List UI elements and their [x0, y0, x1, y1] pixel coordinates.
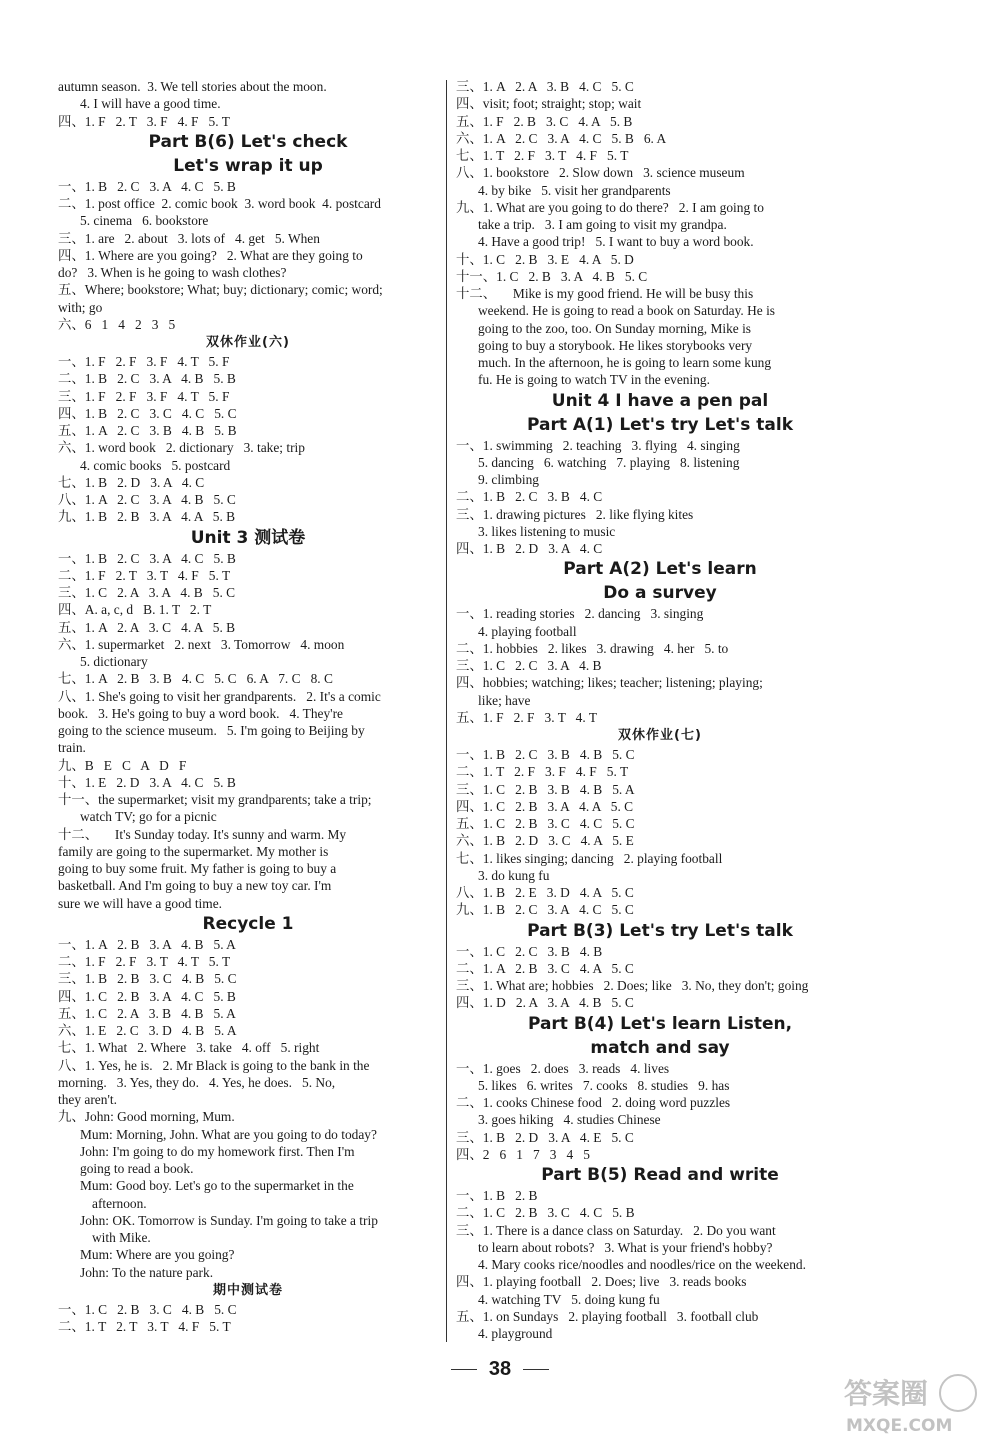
answer-line: 七、1. likes singing; dancing 2. playing football	[456, 850, 723, 866]
answer-line: 九、B E C A D F	[58, 757, 187, 773]
answer-line: 十二、 Mike is my good friend. He will be busy this	[456, 286, 754, 301]
answer-line: John: OK. Tomorrow is Sunday. I'm going to take a trip	[80, 1212, 378, 1228]
answer-line: 4. Have a good trip! 5. I want to buy a word book.	[478, 234, 754, 250]
answer-line: 4. playing football	[478, 623, 577, 639]
answer-line: going to read a book.	[80, 1161, 194, 1176]
answer-line: 六、1. B 2. D 3. C 4. A 5. E	[456, 833, 634, 849]
answer-line: 五、1. F 2. B 3. C 4. A 5. B	[456, 113, 633, 129]
answer-line: 八、1. A 2. C 3. A 4. B 5. C	[58, 492, 236, 507]
answer-line: 5. likes 6. writes 7. cooks 8. studies 9. has	[478, 1077, 730, 1093]
answer-line: 五、1. on Sundays 2. playing football 3. football club	[456, 1308, 759, 1324]
answer-line: 十二、 It's Sunday today. It's sunny and warm. My	[58, 826, 347, 842]
answer-line: 一、1. C 2. C 3. B 4. B	[456, 943, 603, 959]
page-number-dash-left	[451, 1369, 477, 1370]
answer-line: 二、1. T 2. F 3. F 4. F 5. T	[456, 764, 629, 780]
answer-line: 四、1. B 2. D 3. A 4. C	[456, 541, 603, 556]
answer-line: 9. climbing	[478, 472, 539, 487]
answer-line: 一、1. reading stories 2. dancing 3. singing	[456, 606, 704, 622]
answer-line: do? 3. When is he going to wash clothes?	[58, 265, 287, 280]
answer-line: Mum: Good boy. Let's go to the supermarket in the	[80, 1178, 354, 1194]
answer-line: 十、1. E 2. D 3. A 4. C 5. B	[58, 774, 236, 790]
answer-line: with Mike.	[92, 1230, 151, 1245]
section-heading: Part B(4) Let's learn Listen,	[527, 1013, 793, 1034]
right-answer-column	[456, 78, 864, 1342]
answer-line: 十、1. C 2. B 3. E 4. A 5. D	[456, 251, 634, 267]
watermark-url: MXQE.COM	[846, 1416, 953, 1436]
answer-line: weekend. He is going to read a book on Saturday. He is	[478, 303, 775, 319]
section-heading: Unit 3 测试卷	[190, 527, 306, 548]
answer-line: 一、1. F 2. F 3. F 4. T 5. F	[58, 354, 230, 369]
answer-line: 七、1. T 2. F 3. T 4. F 5. T	[456, 148, 629, 163]
answer-line: 六、1. word book 2. dictionary 3. take; trip	[58, 440, 305, 456]
answer-line: 十一、the supermarket; visit my grandparents; take a trip;	[58, 792, 372, 807]
answer-line: 八、1. She's going to visit her grandparents. 2. It's a comic	[58, 688, 381, 704]
answer-line: 九、1. B 2. C 3. A 4. C 5. C	[456, 902, 634, 918]
answer-line: 六、1. E 2. C 3. D 4. B 5. A	[58, 1023, 237, 1038]
answer-line: John: To the nature park.	[80, 1264, 214, 1280]
answer-line: they aren't.	[58, 1092, 117, 1107]
answer-line: 十一、1. C 2. B 3. A 4. B 5. C	[456, 268, 648, 284]
answer-line: 四、A. a, c, d B. 1. T 2. T	[58, 602, 212, 618]
answer-line: 八、1. bookstore 2. Slow down 3. science museum	[456, 165, 745, 181]
answer-line: family are going to the supermarket. My mother is	[58, 843, 329, 859]
answer-line: 二、1. A 2. B 3. C 4. A 5. C	[456, 960, 634, 976]
answer-line: 四、1. C 2. B 3. A 4. A 5. C	[456, 798, 634, 814]
answer-line: going to buy a storybook. He likes storybooks very	[478, 337, 753, 353]
answer-line: 一、1. B 2. B	[456, 1188, 538, 1203]
answer-line: train.	[58, 740, 86, 756]
answer-line: 4. by bike 5. visit her grandparents	[478, 182, 671, 198]
answer-line: 一、1. goes 2. does 3. reads 4. lives	[456, 1060, 670, 1076]
answer-line: 4. Mary cooks rice/noodles and noodles/rice on the weekend.	[478, 1257, 806, 1272]
section-heading: Do a survey	[603, 583, 717, 604]
section-subheading: 双休作业(六)	[206, 335, 290, 350]
answer-line: 三、1. C 2. A 3. A 4. B 5. C	[58, 585, 236, 600]
answer-line: 四、visit; foot; straight; stop; wait	[456, 96, 642, 112]
answer-line: 六、6 1 4 2 3 5	[58, 316, 176, 332]
watermark-logo	[840, 1371, 986, 1437]
answer-line: 二、1. B 2. C 3. B 4. C	[456, 489, 603, 505]
answer-line: 三、1. F 2. F 3. F 4. T 5. F	[58, 388, 230, 404]
watermark-logo-text: 答案圈	[844, 1377, 929, 1410]
answer-line: 3. goes hiking 4. studies Chinese	[478, 1112, 661, 1128]
answer-line: 五、Where; bookstore; What; buy; dictionary; comic; word;	[58, 282, 383, 298]
section-heading: Part A(1) Let's try Let's talk	[526, 414, 794, 435]
answer-line: 一、1. C 2. B 3. C 4. B 5. C	[58, 1301, 237, 1317]
answer-line: 四、2 6 1 7 3 4 5	[456, 1146, 590, 1162]
answer-line: 三、1. B 2. B 3. C 4. B 5. C	[58, 971, 237, 987]
answer-line: 九、1. What are you going to do there? 2. I am going to	[456, 199, 764, 215]
answer-line: 4. watching TV 5. doing kung fu	[478, 1291, 660, 1307]
answer-line: 5. dancing 6. watching 7. playing 8. listening	[478, 454, 740, 470]
answer-line: basketball. And I'm going to buy a new toy car. I'm	[58, 878, 332, 894]
answer-line: watch TV; go for a picnic	[80, 809, 217, 825]
section-heading: Part B(3) Let's try Let's talk	[527, 920, 793, 941]
answer-line: 九、John: Good morning, Mum.	[58, 1109, 235, 1125]
answer-line: to learn about robots? 3. What is your friend's hobby?	[478, 1239, 773, 1255]
section-heading: Unit 4 I have a pen pal	[551, 390, 769, 411]
answer-line: 5. cinema 6. bookstore	[80, 213, 209, 229]
answer-line: take a trip. 3. I am going to visit my grandpa.	[478, 217, 727, 232]
answer-line: 3. do kung fu	[478, 867, 550, 883]
answer-line: 一、1. B 2. C 3. A 4. C 5. B	[58, 178, 236, 194]
answer-line: book. 3. He's going to buy a word book. 4. They're	[58, 705, 344, 721]
answer-line: 九、1. B 2. B 3. A 4. A 5. B	[58, 509, 236, 525]
section-heading: Recycle 1	[202, 913, 294, 934]
answer-line: 三、1. are 2. about 3. lots of 4. get 5. When	[58, 230, 320, 246]
column-divider	[446, 80, 447, 1342]
answer-line: 二、1. F 2. F 3. T 4. T 5. T	[58, 954, 231, 969]
answer-line: 4. comic books 5. postcard	[80, 457, 231, 473]
answer-line: 七、1. B 2. D 3. A 4. C	[58, 474, 205, 490]
answer-line: 五、1. C 2. B 3. C 4. C 5. C	[456, 816, 635, 831]
answer-line: 五、1. F 2. F 3. T 4. T	[456, 709, 597, 725]
answer-line: 三、1. A 2. A 3. B 4. C 5. C	[456, 79, 634, 94]
answer-line: 二、1. B 2. C 3. A 4. B 5. B	[58, 371, 236, 387]
answer-line: 三、1. C 2. B 3. B 4. B 5. A	[456, 781, 635, 797]
answer-line: sure we will have a good time.	[58, 895, 222, 911]
answer-line: 五、1. A 2. C 3. B 4. B 5. B	[58, 423, 237, 438]
page-number-text: 38	[488, 1358, 512, 1380]
answer-line: 3. likes listening to music	[478, 523, 616, 539]
answer-line: 5. dictionary	[80, 654, 148, 669]
answer-line: 五、1. C 2. A 3. B 4. B 5. A	[58, 1005, 236, 1021]
answer-line: 四、1. D 2. A 3. A 4. B 5. C	[456, 995, 634, 1011]
answer-line: going to the zoo, too. On Sunday morning, Mike is	[478, 320, 752, 336]
answer-line: much. In the afternoon, he is going to learn some kung	[478, 355, 772, 370]
answer-line: Mum: Where are you going?	[80, 1247, 235, 1263]
answer-line: 六、1. A 2. C 3. A 4. C 5. B 6. A	[456, 130, 667, 146]
answer-line: afternoon.	[92, 1195, 147, 1211]
answer-line: 四、1. B 2. C 3. C 4. C 5. C	[58, 405, 237, 421]
answer-line: 4. I will have a good time.	[80, 96, 221, 112]
answer-line: 四、hobbies; watching; likes; teacher; listening; playing;	[456, 675, 763, 691]
answer-line: 三、1. There is a dance class on Saturday. 2. Do you want	[456, 1222, 776, 1238]
answer-line: 二、1. F 2. T 3. T 4. F 5. T	[58, 567, 231, 583]
answer-line: 二、1. C 2. B 3. C 4. C 5. B	[456, 1205, 635, 1221]
answer-line: 四、1. Where are you going? 2. What are they going to	[58, 247, 363, 263]
answer-line: 三、1. What are; hobbies 2. Does; like 3. No, they don't; going	[456, 978, 809, 993]
answer-line: fu. He is going to watch TV in the evening.	[478, 372, 710, 388]
answer-line: 八、1. B 2. E 3. D 4. A 5. C	[456, 885, 634, 900]
section-heading: Part A(2) Let's learn	[563, 559, 757, 580]
answer-line: going to buy some fruit. My father is going to buy a	[58, 861, 337, 876]
page-number-dash-right	[523, 1369, 549, 1370]
answer-line: Mum: Morning, John. What are you going to do today?	[80, 1126, 377, 1142]
section-subheading: 期中测试卷	[212, 1282, 283, 1298]
answer-line: 七、1. What 2. Where 3. take 4. off 5. right	[58, 1040, 320, 1056]
answer-line: John: I'm going to do my homework first. Then I'm	[80, 1143, 355, 1159]
answer-line: 二、1. hobbies 2. likes 3. drawing 4. her 5. to	[456, 640, 729, 656]
answer-line: 一、1. A 2. B 3. A 4. B 5. A	[58, 936, 236, 952]
section-heading: Let's wrap it up	[173, 155, 323, 176]
answer-line: 二、1. cooks Chinese food 2. doing word puzzles	[456, 1095, 731, 1110]
answer-line: morning. 3. Yes, they do. 4. Yes, he does. 5. No,	[58, 1074, 336, 1090]
answer-line: 4. playground	[478, 1326, 553, 1341]
left-answer-column	[58, 78, 438, 1335]
answer-line: 七、1. A 2. B 3. B 4. C 5. C 6. A 7. C 8. C	[58, 671, 333, 687]
answer-line: like; have	[478, 692, 531, 708]
answer-line: 六、1. supermarket 2. next 3. Tomorrow 4. moon	[58, 636, 345, 652]
answer-line: 四、1. F 2. T 3. F 4. F 5. T	[58, 113, 230, 129]
section-heading: Part B(6) Let's check	[148, 131, 348, 152]
answer-line: 二、1. post office 2. comic book 3. word book 4. postcard	[58, 196, 381, 211]
answer-line: 三、1. C 2. C 3. A 4. B	[456, 658, 602, 673]
answer-line: going to the science museum. 5. I'm going to Beijing by	[58, 723, 365, 738]
section-heading: Part B(5) Read and write	[541, 1165, 779, 1185]
answer-line: 五、1. A 2. A 3. C 4. A 5. B	[58, 619, 236, 635]
answer-line: autumn season. 3. We tell stories about the moon.	[58, 79, 327, 94]
answer-line: with; go	[58, 299, 103, 315]
answer-line: 四、1. playing football 2. Does; live 3. reads books	[456, 1274, 747, 1290]
section-heading: match and say	[590, 1037, 730, 1058]
answer-line: 三、1. B 2. D 3. A 4. E 5. C	[456, 1129, 634, 1145]
answer-line: 一、1. B 2. C 3. A 4. C 5. B	[58, 550, 236, 566]
answer-line: 八、1. Yes, he is. 2. Mr Black is going to the bank in the	[58, 1057, 370, 1073]
answer-line: 一、1. swimming 2. teaching 3. flying 4. singing	[456, 437, 740, 453]
answer-line: 三、1. drawing pictures 2. like flying kites	[456, 506, 694, 522]
answer-line: 二、1. T 2. T 3. T 4. F 5. T	[58, 1319, 231, 1334]
answer-line: 四、1. C 2. B 3. A 4. C 5. B	[58, 988, 236, 1004]
answer-line: 一、1. B 2. C 3. B 4. B 5. C	[456, 747, 635, 762]
section-subheading: 双休作业(七)	[618, 728, 702, 743]
